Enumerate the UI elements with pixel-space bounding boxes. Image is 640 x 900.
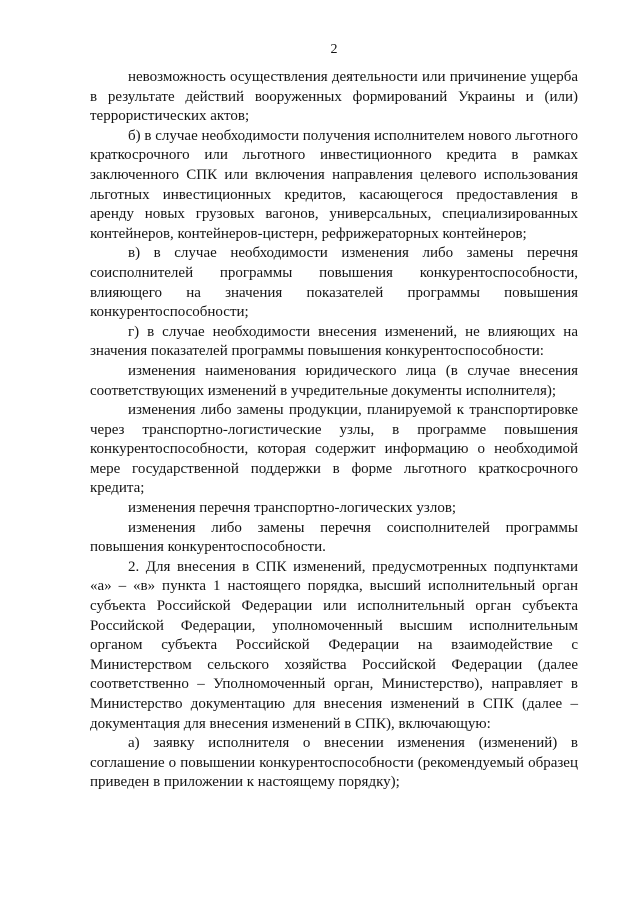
paragraph-continuation-damage: невозможность осуществления деятельности или причинение ущерба в результате действий вооруженных формирований Украины и (или) террористических актов; (90, 69, 578, 125)
paragraph-coexecutors-change: изменения либо замены перечня соисполнителей программы повышения конкурентоспособности. (90, 519, 578, 556)
paragraph-product-change: изменения либо замены продукции, планируемой к транспортировке через транспортно-логистические узлы, в программе повышения конкурентоспособности, которая содержит информацию о необходимой мере государственной поддержки в форме льготного краткосрочного кредита; (90, 402, 578, 497)
paragraph-item-2: 2. Для внесения в СПК изменений, предусмотренных подпунктами «а» – «в» пункта 1 настоящего порядка, высший исполнительный орган субъекта Российской Федерации или исполнительный орган субъекта Российской Федерации, уполномоченный высшим исполнительным органом субъекта Российской Федерации на взаимодействие с Министерством сельского хозяйства Российской Федерации (далее соответственно – Уполномоченный орган, Министерство), направляет в Министерство документацию для внесения изменений в СПК (далее – документация для внесения изменений в СПК), включающую: (90, 558, 578, 732)
paragraph-subitem-b: б) в случае необходимости получения исполнителем нового льготного краткосрочного или льготного инвестиционного кредита в рамках заключенного СПК или включения направления целевого использования льготных инвестиционных кредитов, касающегося предоставления в аренду новых грузовых вагонов, универсальных, специализированных контейнеров, контейнеров-цистерн, рефрижераторных контейнеров; (90, 127, 578, 242)
paragraph-hubs-change: изменения перечня транспортно-логических узлов; (128, 500, 457, 517)
page-number: 2 (330, 42, 338, 57)
paragraph-subitem-v: в) в случае необходимости изменения либо замены перечня соисполнителей программы повышения конкурентоспособности, влияющего на значения показателей программы повышения конкурентоспособности; (90, 245, 578, 321)
paragraph-subitem-a-application: а) заявку исполнителя о внесении изменения (изменений) в соглашение о повышении конкурентоспособности (рекомендуемый образец приведен в приложении к настоящему порядку); (90, 735, 578, 791)
paragraph-subitem-g: г) в случае необходимости внесения изменений, не влияющих на значения показателей программы повышения конкурентоспособности: (90, 323, 578, 360)
paragraph-name-change: изменения наименования юридического лица (в случае внесения соответствующих изменений в учредительные документы исполнителя); (90, 362, 578, 399)
